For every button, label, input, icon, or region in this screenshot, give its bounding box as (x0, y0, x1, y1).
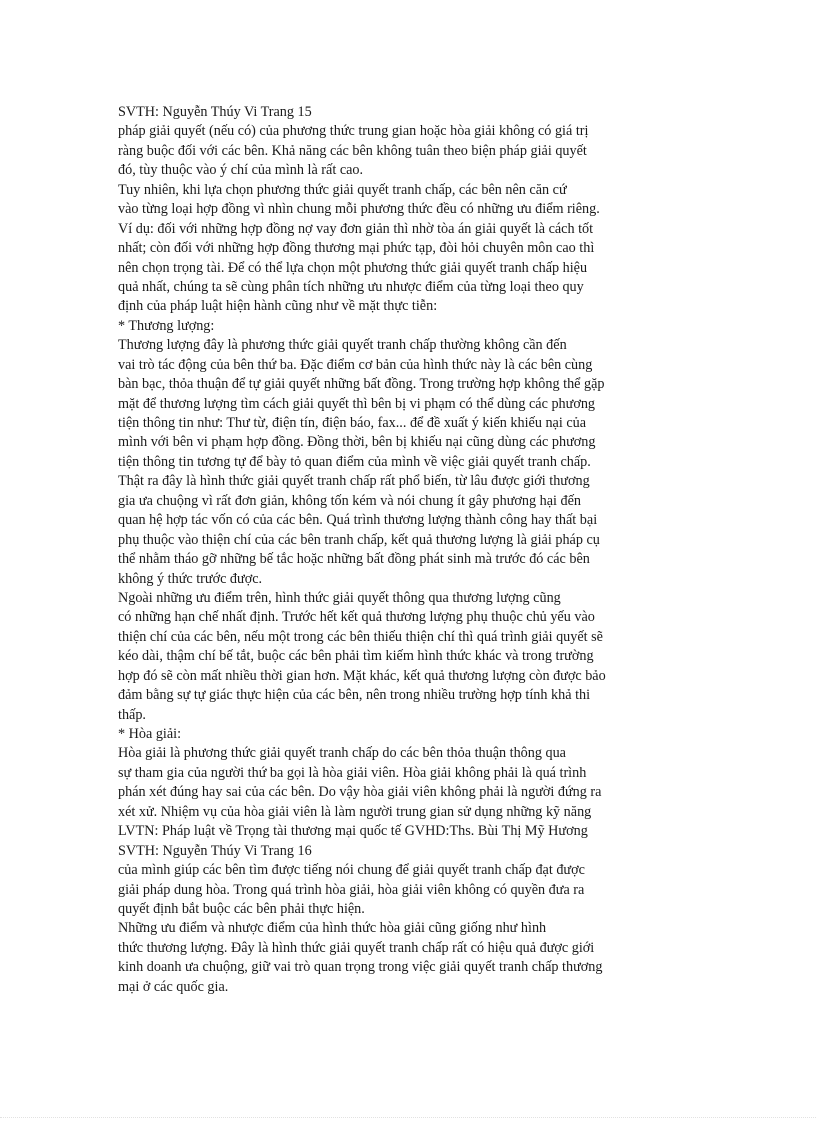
text-line: quyết định bắt buộc các bên phải thực hiện. (118, 900, 365, 917)
text-line: vai trò tác động của bên thứ ba. Đặc điểm cơ bản của hình thức này là các bên cùng (118, 356, 593, 373)
text-line: pháp giải quyết (nếu có) của phương thức trung gian hoặc hòa giải không có giá trị (118, 123, 589, 140)
text-line: LVTN: Pháp luật về Trọng tài thương mại quốc tế GVHD:Ths. Bùi Thị Mỹ Hương (118, 823, 588, 840)
text-line: thức thương lượng. Đây là hình thức giải quyết tranh chấp rất có hiệu quả được giới (118, 939, 595, 956)
text-line: nhất; còn đối với những hợp đồng thương mại phức tạp, đòi hỏi chuyên môn cao thì (118, 240, 595, 257)
text-line: hợp đó sẽ còn mất nhiều thời gian hơn. Mặt khác, kết quả thương lượng còn được bảo (118, 667, 606, 684)
text-line: Những ưu điểm và nhược điểm của hình thức hòa giải cũng giống như hình (118, 920, 547, 937)
text-line: bàn bạc, thỏa thuận để tự giải quyết những bất đồng. Trong trường hợp không thể gặp (118, 376, 605, 393)
text-line: nên chọn trọng tài. Để có thể lựa chọn một phương thức giải quyết tranh chấp hiệu (118, 259, 588, 276)
text-line: vào từng loại hợp đồng vì nhìn chung mỗi phương thức đều có những ưu điểm riêng. (118, 201, 600, 218)
text-line: giải pháp dung hòa. Trong quá trình hòa giải, hòa giải viên không có quyền đưa ra (118, 881, 585, 898)
text-line: ràng buộc đối với các bên. Khả năng các bên không tuân theo biện pháp giải quyết (118, 142, 587, 159)
text-line: thấp. (118, 706, 146, 723)
text-line: có những hạn chế nhất định. Trước hết kết quả thương lượng phụ thuộc chủ yếu vào (118, 609, 595, 626)
text-line: Ví dụ: đối với những hợp đồng nợ vay đơn giản thì nhờ tòa án giải quyết là cách tốt (118, 220, 594, 237)
text-line: quan hệ hợp tác vốn có của các bên. Quá trình thương lượng thành công hay thất bại (118, 512, 598, 529)
text-line: * Thương lượng: (118, 317, 215, 334)
text-line: thiện chí của các bên, nếu một trong các bên thiếu thiện chí thì quá trình giải quyết sẽ (118, 628, 603, 645)
text-line: sự tham gia của người thứ ba gọi là hòa giải viên. Hòa giải không phải là quá trình (118, 764, 587, 781)
text-line: * Hòa giải: (118, 726, 182, 742)
text-line: Tuy nhiên, khi lựa chọn phương thức giải quyết tranh chấp, các bên nên căn cứ (118, 181, 567, 198)
text-line: SVTH: Nguyễn Thúy Vi Trang 15 (118, 104, 312, 120)
text-line: định của pháp luật hiện hành cũng như về mặt thực tiễn: (118, 298, 438, 315)
text-line: Ngoài những ưu điểm trên, hình thức giải quyết thông qua thương lượng cũng (118, 589, 561, 606)
document-body (118, 103, 708, 997)
page-bottom-divider (0, 1117, 816, 1118)
text-line: tiện thông tin như: Thư từ, điện tín, điện báo, fax... để đề xuất ý kiến khiếu nại của (118, 415, 587, 431)
text-line: gia ưa chuộng vì rất đơn giản, không tốn kém và nói chung ít gây phương hại đến (118, 492, 582, 509)
text-line: đảm bằng sự tự giác thực hiện của các bên, nên trong nhiều trường hợp tính khả thi (118, 687, 591, 704)
text-line: mại ở các quốc gia. (118, 978, 229, 995)
text-line: Hòa giải là phương thức giải quyết tranh chấp do các bên thỏa thuận thông qua (118, 745, 566, 762)
text-line: xét xử. Nhiệm vụ của hòa giải viên là làm người trung gian sử dụng những kỹ năng (118, 803, 592, 820)
text-line: mình với bên vi phạm hợp đồng. Đồng thời, bên bị khiếu nại cũng dùng các phương (118, 434, 596, 451)
text-line: mặt để thương lượng tìm cách giải quyết thì bên bị vi phạm có thể dùng các phương (118, 395, 596, 412)
text-line: không ý thức trước được. (118, 570, 263, 587)
text-line: thể nhằm tháo gỡ những bế tắc hoặc những bất đồng phát sinh mà trước đó các bên (118, 551, 590, 568)
text-line: SVTH: Nguyễn Thúy Vi Trang 16 (118, 842, 312, 859)
text-line: tiện thông tin tương tự để bày tỏ quan điểm của mình về việc giải quyết tranh chấp. (118, 453, 591, 470)
text-line: quả nhất, chúng ta sẽ cùng phân tích những ưu nhược điểm của từng loại theo quy (118, 278, 584, 295)
text-line: phán xét đúng hay sai của các bên. Do vậy hòa giải viên không phải là người đứng ra (118, 784, 602, 801)
text-line: đó, tùy thuộc vào ý chí của mình là rất cao. (118, 162, 364, 179)
text-line: kéo dài, thậm chí bế tắt, buộc các bên phải tìm kiếm hình thức khác và trong trường (118, 648, 594, 665)
text-line: kinh doanh ưa chuộng, giữ vai trò quan trọng trong việc giải quyết tranh chấp thương (118, 959, 603, 976)
text-line: phụ thuộc vào thiện chí của các bên tranh chấp, kết quả thương lượng là giải pháp cụ (118, 531, 600, 548)
text-line: Thương lượng đây là phương thức giải quyết tranh chấp thường không cần đến (118, 337, 567, 354)
text-line: của mình giúp các bên tìm được tiếng nói chung để giải quyết tranh chấp đạt được (118, 862, 585, 879)
text-line: Thật ra đây là hình thức giải quyết tranh chấp rất phổ biến, từ lâu được giới thương (118, 473, 590, 490)
